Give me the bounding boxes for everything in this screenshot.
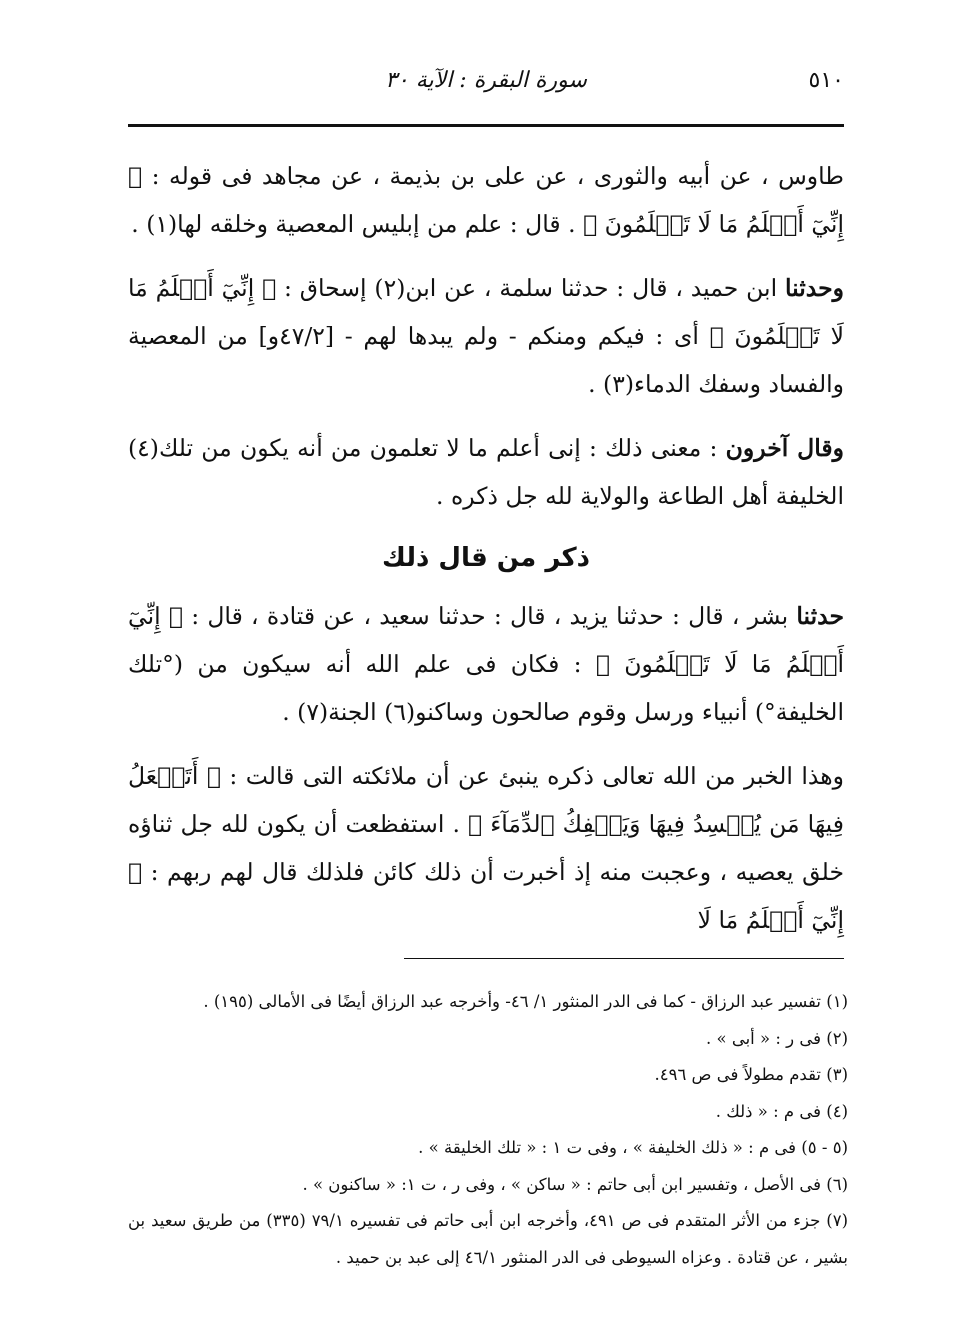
paragraph-text: ابن حميد ، قال : حدثنا سلمة ، عن ابن(٢) إسحاق : ﴿ إِنِّيٓ أَعۡلَمُ مَا لَا تَعۡلَمُونَ ﴾ أى : فيكم ومنكم - ولم يبدها لهم - [٤٧/٢و] من المعصية والفساد وسفك الدماء(٣) . bbox=[128, 274, 844, 398]
footnote: (٢) فى ر : « أبى » . bbox=[706, 1028, 848, 1048]
footnote: (٦) فى الأصل ، وتفسير ابن أبى حاتم : « ساكن » ، وفى ر ، ت ١: « ساكنون » . bbox=[302, 1174, 848, 1194]
paragraph-text: وهذا الخبر من الله تعالى ذكره ينبئ عن أن ملائكته التى قالت : ﴿ أَتَجۡعَلُ فِيهَا مَن يُفۡسِدُ فِيهَا وَيَسۡفِكُ ٱلدِّمَآءَ ﴾ . استفظعت أن يكون لله جل ثناؤه خلق يعصيه ، وعجبت منه إذ أخبرت أن ذلك كائن فلذلك قال لهم ربهم : ﴿ إِنِّيٓ أَعۡلَمُ مَا لَا bbox=[128, 762, 844, 934]
paragraph-lead: حدثنا bbox=[796, 602, 844, 630]
paragraph-lead: وقال آخرون bbox=[725, 434, 844, 462]
paragraph bbox=[128, 592, 844, 736]
footnote-divider bbox=[404, 958, 844, 959]
paragraph bbox=[128, 152, 844, 248]
paragraph-lead: وحدثنا bbox=[784, 274, 844, 302]
paragraph bbox=[128, 752, 844, 944]
footnotes bbox=[128, 984, 848, 1276]
footnote: (٣) تقدم مطولاً فى ص ٤٩٦. bbox=[654, 1065, 848, 1084]
paragraph bbox=[128, 264, 844, 408]
section-heading: ذكر من قال ذلك bbox=[382, 543, 590, 573]
main-text bbox=[128, 152, 844, 960]
running-header bbox=[128, 68, 844, 104]
paragraph bbox=[128, 424, 844, 520]
footnote: (٤) فى م : « ذلك . bbox=[715, 1101, 848, 1121]
page-number: ٥١٠ bbox=[808, 68, 844, 93]
paragraph-text: بشر ، قال : حدثنا يزيد ، قال : حدثنا سعيد ، عن قتادة ، قال : ﴿ إِنِّيٓ أَعۡلَمُ مَا لَا تَعۡلَمُونَ ﴾ : فكان فى علم الله أنه سيكون من (°تلك الخليفة°) أنبياء ورسل وقوم صالحون وساكنو(٦) الجنة(٧) . bbox=[128, 602, 844, 726]
running-title: سورة البقرة : الآية ٣٠ bbox=[385, 68, 587, 93]
footnote: (١) تفسير عبد الرزاق - كما فى الدر المنثور ١/ ٤٦- وأخرجه عبد الرزاق أيضًا فى الأمالى (١٩٥) . bbox=[203, 992, 848, 1011]
paragraph-text: طاوس ، عن أبيه والثورى ، عن على بن بذيمة ، عن مجاهد فى قوله : ﴿ إِنِّيٓ أَعۡلَمُ مَا لَا تَعۡلَمُونَ ﴾ . قال : علم من إبليس المعصية وخلقه لها(١) . bbox=[128, 162, 844, 238]
footnote: (٥ - ٥) فى م : « ذلك الخليفة » ، وفى ت ١ : « تلك الخليقة » . bbox=[418, 1138, 848, 1157]
paragraph-text: : معنى ذلك : إنى أعلم ما لا تعلمون من أنه يكون من تلك(٤) الخليفة أهل الطاعة والولاية لله جل ذكره . bbox=[128, 434, 844, 510]
footnote: (٧) جزء من الأثر المتقدم فى ص ٤٩١، وأخرجه ابن أبى حاتم فى تفسيره ٧٩/١ (٣٣٥) من طريق سعيد بن بشير ، عن قتادة . وعزاه السيوطى فى الدر المنثور ٤٦/١ إلى عبد بن حميد . bbox=[128, 1211, 848, 1267]
header-divider bbox=[128, 124, 844, 127]
